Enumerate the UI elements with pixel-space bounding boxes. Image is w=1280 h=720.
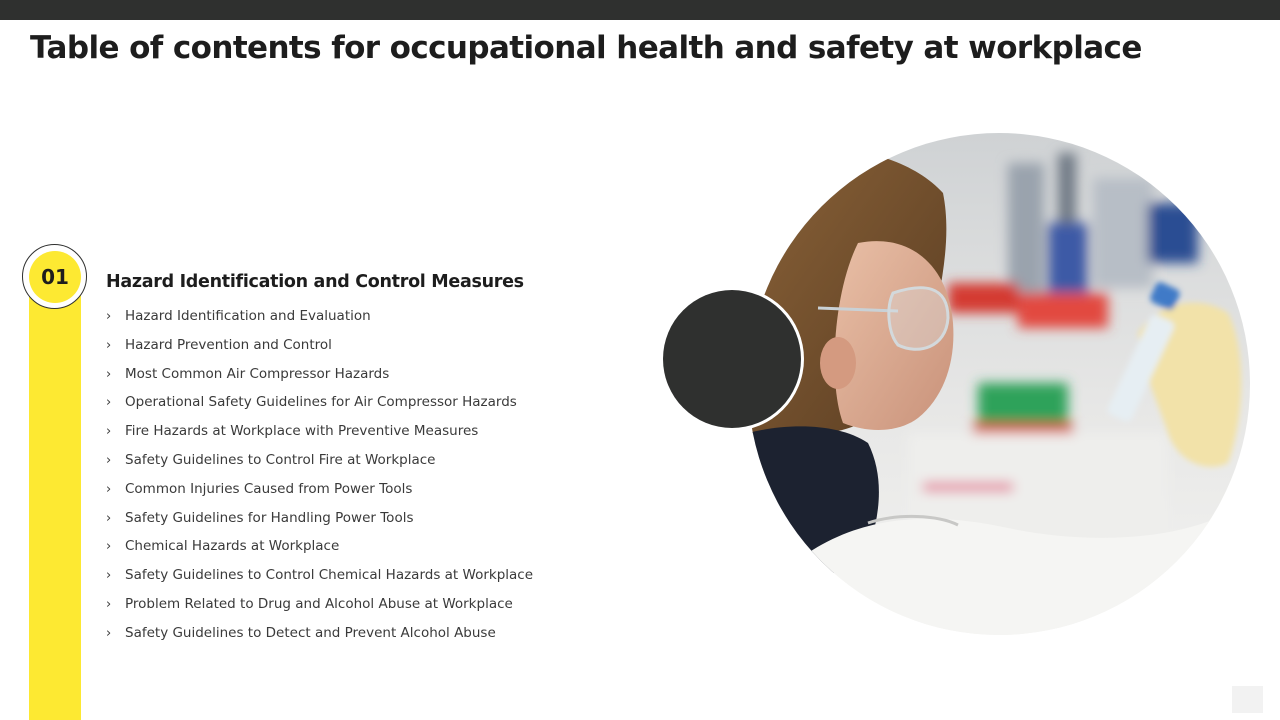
- corner-placeholder: [1232, 686, 1263, 713]
- toc-item: [106, 504, 533, 533]
- top-bar: [0, 0, 1280, 20]
- toc-item-label: Safety Guidelines for Handling Power Tools: [125, 509, 414, 526]
- chevron-right-icon: ›: [106, 481, 112, 497]
- toc-item-label: Hazard Identification and Evaluation: [125, 308, 371, 324]
- photo-illustration: [748, 133, 1250, 635]
- chevron-right-icon: ›: [106, 366, 112, 382]
- toc-item: [106, 475, 533, 504]
- toc-item-label: Hazard Prevention and Control: [125, 336, 332, 353]
- section-number-badge: 01: [29, 251, 81, 303]
- toc-item-label: Common Injuries Caused from Power Tools: [125, 480, 413, 497]
- chevron-right-icon: ›: [106, 568, 112, 584]
- toc-item-label: Safety Guidelines to Detect and Prevent Alcohol Abuse: [125, 624, 496, 641]
- toc-item-label: Chemical Hazards at Workplace: [125, 538, 340, 555]
- toc-item: [106, 532, 533, 561]
- toc-list: [106, 302, 533, 648]
- chevron-right-icon: ›: [106, 309, 112, 324]
- toc-item-label: Fire Hazards at Workplace with Preventive Measures: [125, 423, 479, 440]
- chevron-right-icon: ›: [106, 596, 112, 612]
- chevron-right-icon: ›: [106, 337, 112, 353]
- toc-item-label: Problem Related to Drug and Alcohol Abuse at Workplace: [125, 595, 513, 612]
- toc-item: [106, 302, 533, 331]
- chevron-right-icon: ›: [106, 452, 112, 468]
- toc-item: [106, 388, 533, 417]
- toc-item-label: Safety Guidelines to Control Fire at Workplace: [125, 451, 436, 468]
- chevron-right-icon: ›: [106, 395, 112, 411]
- chevron-right-icon: ›: [106, 625, 112, 641]
- toc-item-label: Operational Safety Guidelines for Air Compressor Hazards: [125, 394, 517, 411]
- yellow-accent-strip: [29, 290, 81, 720]
- chevron-right-icon: ›: [106, 510, 112, 526]
- toc-item: [106, 590, 533, 619]
- lab-scientist-photo: [748, 133, 1250, 635]
- toc-item: [106, 619, 533, 648]
- toc-item: [106, 561, 533, 590]
- toc-item-label: Most Common Air Compressor Hazards: [125, 365, 390, 382]
- decorative-dark-circle: [663, 290, 801, 428]
- toc-item: [106, 446, 533, 475]
- chevron-right-icon: ›: [106, 424, 112, 440]
- page-title: Table of contents for occupational health and safety at workplace: [30, 30, 1142, 66]
- chevron-right-icon: ›: [106, 539, 112, 555]
- section-heading: Hazard Identification and Control Measures: [106, 272, 524, 292]
- toc-item-label: Safety Guidelines to Control Chemical Hazards at Workplace: [125, 567, 534, 584]
- toc-item: [106, 360, 533, 389]
- toc-item: [106, 417, 533, 446]
- toc-item: [106, 331, 533, 360]
